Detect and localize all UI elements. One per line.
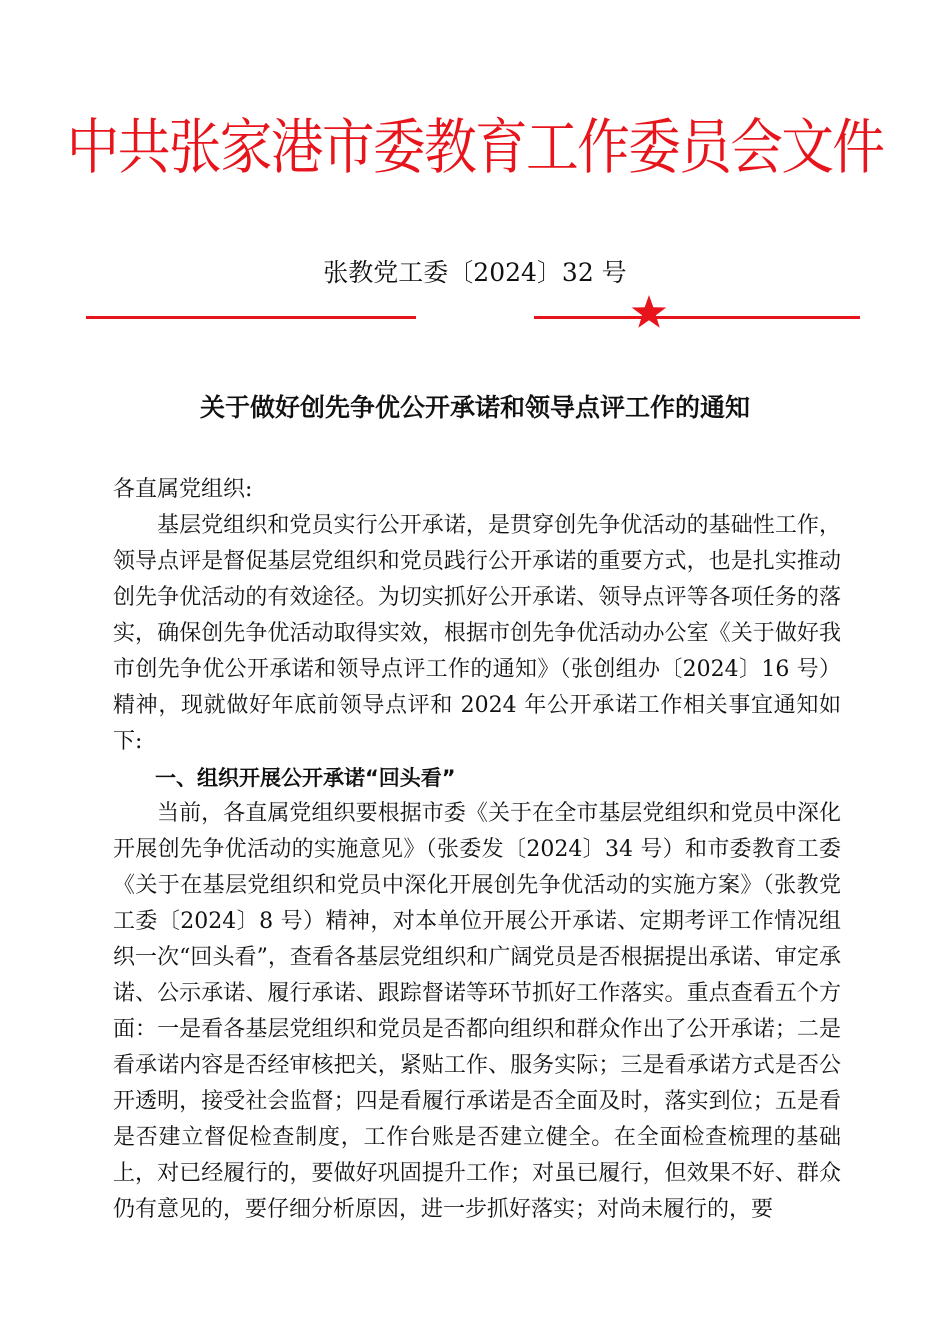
- org-header-title: 中共张家港市委教育工作委员会文件: [66, 113, 884, 183]
- document-number: 张教党工委〔2024〕32 号: [323, 258, 627, 287]
- document-title: 关于做好创先争优公开承诺和领导点评工作的通知: [199, 393, 750, 422]
- salutation: 各直属党组织:: [113, 477, 253, 502]
- body-paragraph: 基层党组织和党员实行公开承诺，是贯穿创先争优活动的基础性工作，领导点评是督促基层党组织和党员践行公开承诺的重要方式，也是扎实推动创先争优活动的有效途径。为切实抓好公开承诺、领导点评等各项任务的落实，确保创先争优活动取得实效，根据市创先争优活动办公室《关于做好我市创先争优公开承诺和领导点评工作的通知》（张创组办〔2024〕16 号）精神，现就做好年底前领导点评和 2024 年公开承诺工作相关事宜通知如下:: [113, 513, 841, 754]
- star-icon: [630, 294, 668, 332]
- document-body: [113, 472, 841, 1228]
- red-divider-right: [534, 316, 860, 319]
- body-paragraph: 当前，各直属党组织要根据市委《关于在全市基层党组织和党员中深化开展创先争优活动的实施意见》（张委发〔2024〕34 号）和市委教育工委《关于在基层党组织和党员中深化开展创先争优活动的实施方案》（张教党工委〔2024〕8 号）精神，对本单位开展公开承诺、定期考评工作情况组织一次“回头看”，查看各基层党组织和广阔党员是否根据提出承诺、审定承诺、公示承诺、履行承诺、跟踪督诺等环节抓好工作落实。重点查看五个方面：一是看各基层党组织和党员是否都向组织和群众作出了公开承诺；二是看承诺内容是否经审核把关，紧贴工作、服务实际；三是看承诺方式是否公开透明，接受社会监督；四是看履行承诺是否全面及时，落实到位；五是看是否建立督促检查制度，工作台账是否建立健全。在全面检查梳理的基础上，对已经履行的，要做好巩固提升工作；对虽已履行，但效果不好、群众仍有意见的，要仔细分析原因，进一步抓好落实；对尚未履行的，要: [113, 801, 841, 1222]
- red-divider-left: [86, 316, 416, 319]
- section-heading: 一、组织开展公开承诺“回头看”: [155, 766, 456, 790]
